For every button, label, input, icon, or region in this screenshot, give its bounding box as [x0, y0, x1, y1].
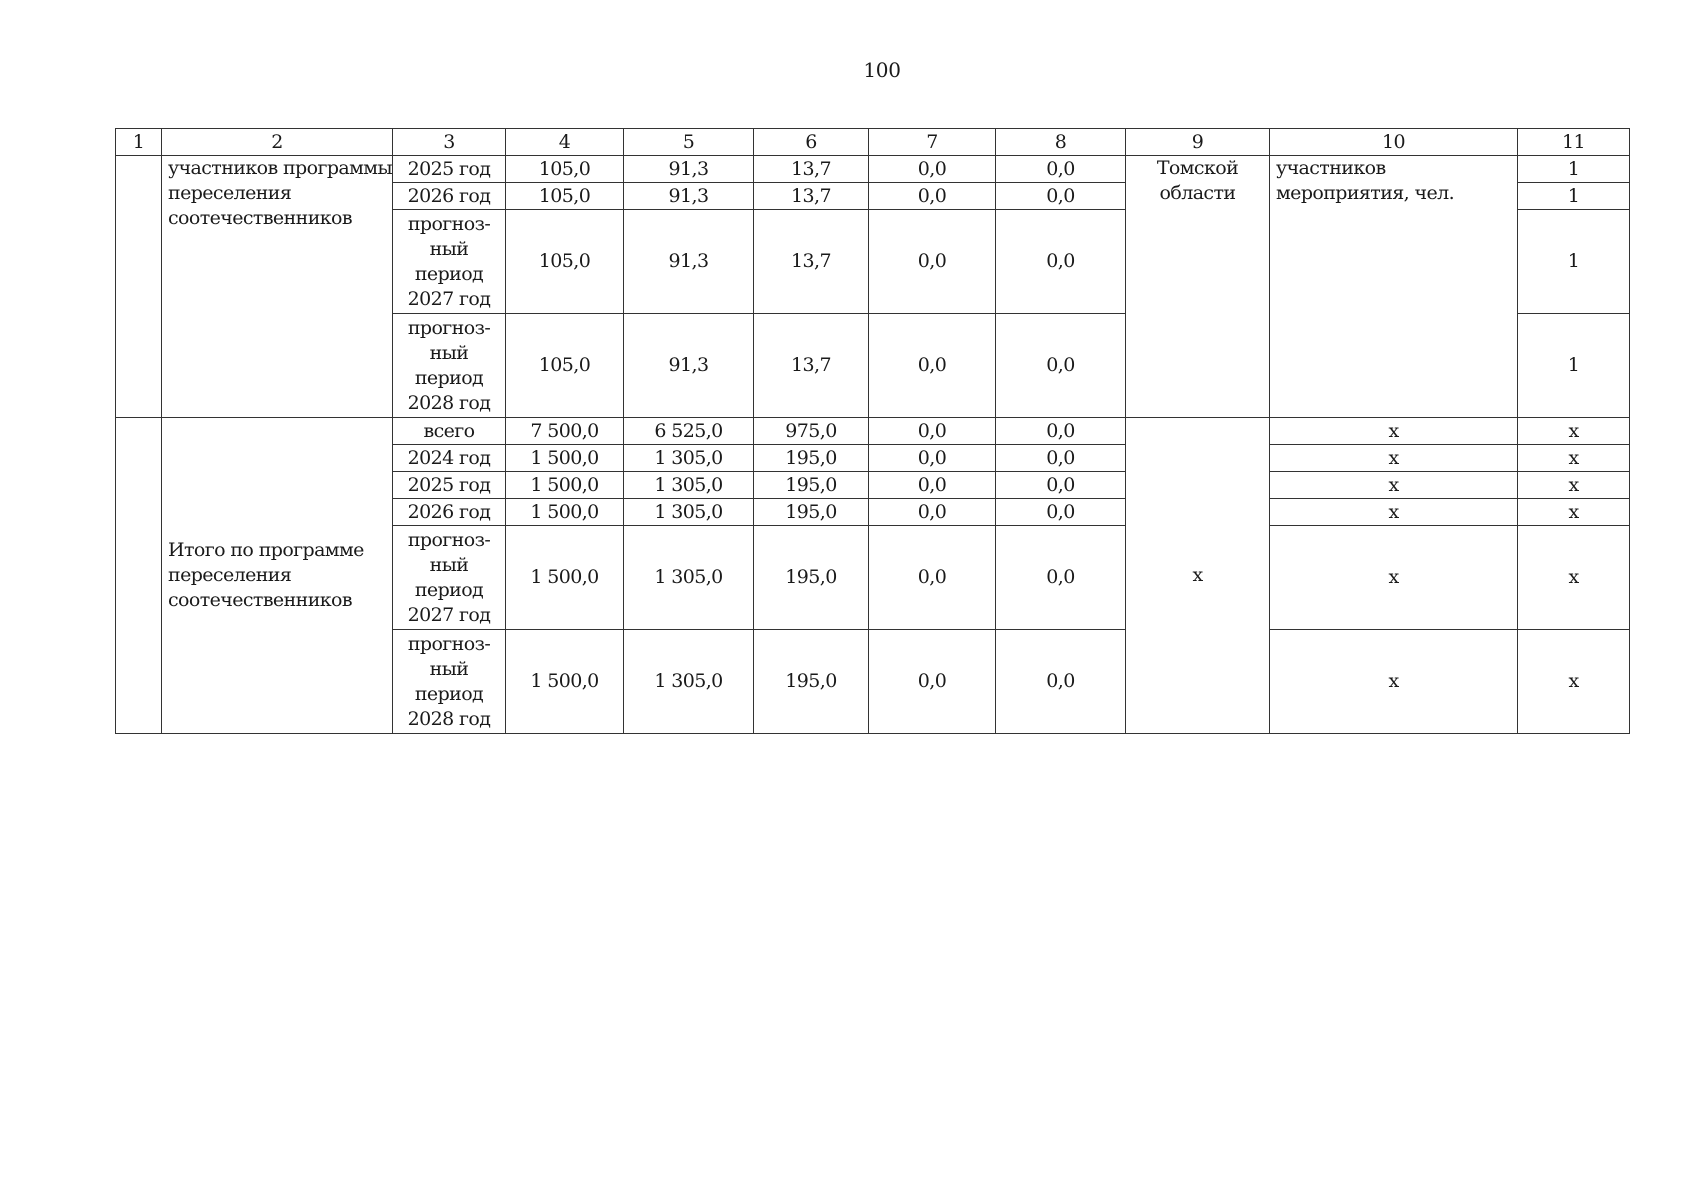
column-number: 8: [996, 129, 1126, 156]
value-cell: 1 500,0: [506, 499, 624, 526]
period-cell: 2025 год: [393, 156, 506, 183]
indicator-cell: х: [1270, 526, 1518, 630]
value-cell: 1 500,0: [506, 630, 624, 734]
value-cell: 0,0: [869, 210, 996, 314]
indicator-value-cell: х: [1518, 526, 1630, 630]
column-number: 6: [754, 129, 869, 156]
page-number: 100: [863, 58, 901, 82]
column-number: 3: [393, 129, 506, 156]
indicator-cell: участников мероприятия, чел.: [1270, 156, 1518, 418]
value-cell: 195,0: [754, 499, 869, 526]
value-cell: 0,0: [869, 314, 996, 418]
value-cell: 0,0: [996, 183, 1126, 210]
value-cell: 1 500,0: [506, 526, 624, 630]
indicator-value-cell: х: [1518, 418, 1630, 445]
period-text: прогноз- ный период 2028 год: [407, 316, 491, 414]
value-cell: 0,0: [996, 472, 1126, 499]
period-cell: [393, 314, 506, 418]
period-cell: [393, 210, 506, 314]
value-cell: 0,0: [996, 526, 1126, 630]
value-cell: 0,0: [869, 445, 996, 472]
column-number: 2: [162, 129, 393, 156]
table-row: [116, 156, 1630, 183]
value-cell: 0,0: [869, 526, 996, 630]
value-cell: 105,0: [506, 183, 624, 210]
value-cell: 13,7: [754, 314, 869, 418]
executor-cell: х: [1126, 418, 1270, 734]
indicator-value-cell: 1: [1518, 156, 1630, 183]
value-cell: 91,3: [624, 156, 754, 183]
period-cell: 2024 год: [393, 445, 506, 472]
table-row: [116, 418, 1630, 445]
value-cell: 105,0: [506, 156, 624, 183]
value-cell: 0,0: [996, 314, 1126, 418]
indicator-value-cell: х: [1518, 499, 1630, 526]
indicator-value-cell: х: [1518, 630, 1630, 734]
executor-cell: Томской области: [1126, 156, 1270, 418]
column-number: 9: [1126, 129, 1270, 156]
value-cell: 0,0: [996, 630, 1126, 734]
row-number-cell: [116, 156, 162, 418]
value-cell: 195,0: [754, 445, 869, 472]
value-cell: 105,0: [506, 314, 624, 418]
value-cell: 0,0: [869, 418, 996, 445]
column-number-row: [116, 129, 1630, 156]
value-cell: 1 305,0: [624, 472, 754, 499]
column-number: 4: [506, 129, 624, 156]
period-text: прогноз- ный период 2027 год: [407, 212, 491, 310]
value-cell: 0,0: [996, 210, 1126, 314]
value-cell: 0,0: [869, 472, 996, 499]
value-cell: 0,0: [869, 156, 996, 183]
indicator-value-cell: 1: [1518, 314, 1630, 418]
period-cell: 2025 год: [393, 472, 506, 499]
value-cell: 13,7: [754, 156, 869, 183]
value-cell: 13,7: [754, 210, 869, 314]
value-cell: 91,3: [624, 314, 754, 418]
value-cell: 7 500,0: [506, 418, 624, 445]
indicator-cell: х: [1270, 418, 1518, 445]
column-number: 5: [624, 129, 754, 156]
value-cell: 1 500,0: [506, 445, 624, 472]
column-number: 11: [1518, 129, 1630, 156]
indicator-cell: х: [1270, 472, 1518, 499]
value-cell: 0,0: [869, 630, 996, 734]
value-cell: 975,0: [754, 418, 869, 445]
indicator-cell: х: [1270, 445, 1518, 472]
activity-name-cell: участников программы переселения соотечественников: [162, 156, 393, 418]
column-number: 1: [116, 129, 162, 156]
value-cell: 195,0: [754, 472, 869, 499]
indicator-value-cell: 1: [1518, 183, 1630, 210]
value-cell: 0,0: [996, 418, 1126, 445]
period-cell: всего: [393, 418, 506, 445]
value-cell: 91,3: [624, 210, 754, 314]
indicator-value-cell: х: [1518, 445, 1630, 472]
indicator-value-cell: 1: [1518, 210, 1630, 314]
period-cell: 2026 год: [393, 499, 506, 526]
value-cell: 1 305,0: [624, 630, 754, 734]
value-cell: 6 525,0: [624, 418, 754, 445]
value-cell: 0,0: [996, 445, 1126, 472]
column-number: 10: [1270, 129, 1518, 156]
indicator-value-cell: х: [1518, 472, 1630, 499]
program-table: [115, 128, 1630, 734]
value-cell: 13,7: [754, 183, 869, 210]
value-cell: 0,0: [869, 499, 996, 526]
value-cell: 105,0: [506, 210, 624, 314]
value-cell: 1 305,0: [624, 499, 754, 526]
value-cell: 0,0: [996, 499, 1126, 526]
column-number: 7: [869, 129, 996, 156]
row-number-cell: [116, 418, 162, 734]
period-text: прогноз- ный период 2028 год: [407, 632, 491, 730]
value-cell: 1 305,0: [624, 445, 754, 472]
indicator-cell: х: [1270, 630, 1518, 734]
indicator-cell: х: [1270, 499, 1518, 526]
period-cell: [393, 526, 506, 630]
value-cell: 0,0: [869, 183, 996, 210]
period-cell: [393, 630, 506, 734]
value-cell: 91,3: [624, 183, 754, 210]
period-cell: 2026 год: [393, 183, 506, 210]
period-text: прогноз- ный период 2027 год: [407, 528, 491, 626]
value-cell: 195,0: [754, 630, 869, 734]
value-cell: 0,0: [996, 156, 1126, 183]
total-name-cell: Итого по программе переселения соотечественников: [162, 418, 393, 734]
value-cell: 1 500,0: [506, 472, 624, 499]
value-cell: 1 305,0: [624, 526, 754, 630]
value-cell: 195,0: [754, 526, 869, 630]
